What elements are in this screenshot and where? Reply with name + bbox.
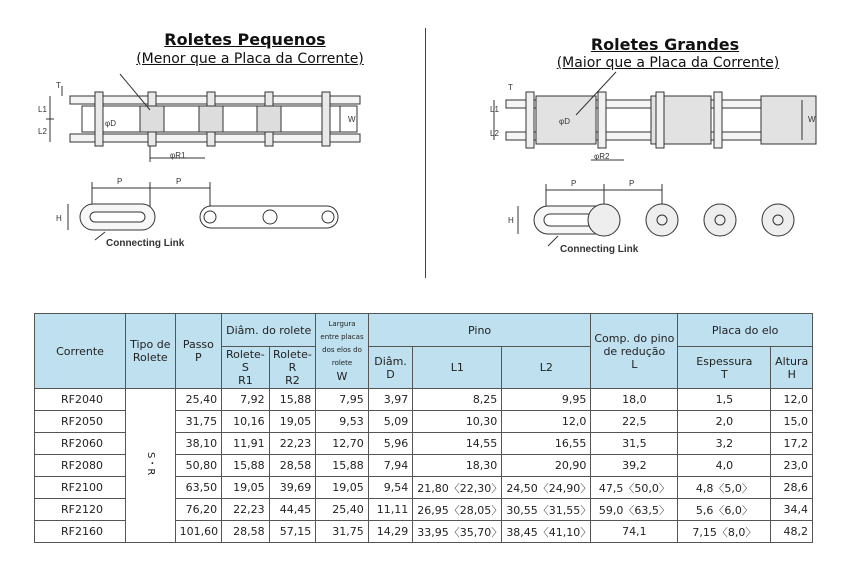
cell-d: 9,54: [368, 477, 413, 499]
cell-l1: 21,80〈22,30〉: [413, 477, 502, 499]
header-corrente: Corrente: [35, 314, 126, 389]
cell-w: 19,05: [316, 477, 369, 499]
cell-corrente: RF2060: [35, 433, 126, 455]
cell-l1: 10,30: [413, 411, 502, 433]
left-subtitle: (Menor que a Placa da Corrente): [136, 51, 364, 67]
header-diam-rolete: Diâm. do rolete: [222, 314, 316, 347]
comp-symbol: L: [631, 357, 638, 371]
cell-passo: 76,20: [175, 499, 222, 521]
cell-l2: 9,95: [502, 389, 591, 411]
cell-h: 15,0: [771, 411, 813, 433]
cell-h: 34,4: [771, 499, 813, 521]
cell-l2: 20,90: [502, 455, 591, 477]
cell-w: 25,40: [316, 499, 369, 521]
cell-r1: 28,58: [222, 521, 270, 543]
tipo-value: S・R: [144, 452, 156, 476]
cell-l: 39,2: [591, 455, 678, 477]
esp-symbol: T: [721, 367, 728, 381]
cell-r2: 22,23: [269, 433, 316, 455]
cell-corrente: RF2050: [35, 411, 126, 433]
left-dim-r: φR1: [170, 151, 186, 160]
right-subtitle: (Maior que a Placa da Corrente): [556, 55, 780, 71]
header-rolete-s: [222, 347, 270, 389]
cell-tipo-rolete: [126, 389, 176, 543]
passo-label: Passo: [182, 338, 214, 351]
right-connecting-link: Connecting Link: [560, 244, 639, 255]
left-dim-p2: P: [176, 177, 182, 186]
cell-r2: 19,05: [269, 411, 316, 433]
cell-passo: 25,40: [175, 389, 222, 411]
right-dim-p2: P: [629, 179, 635, 188]
header-espessura: [678, 347, 771, 389]
diam-label: Diâm.: [374, 354, 407, 368]
cell-d: 14,29: [368, 521, 413, 543]
cell-passo: 63,50: [175, 477, 222, 499]
header-l2: L2: [502, 347, 591, 389]
cell-l: 18,0: [591, 389, 678, 411]
rolete-s-label: Rolete-S: [226, 348, 265, 374]
left-dim-w: W: [348, 115, 356, 124]
left-dim-h: H: [56, 214, 62, 223]
cell-d: 5,09: [368, 411, 413, 433]
diam-symbol: D: [386, 367, 395, 381]
cell-r2: 57,15: [269, 521, 316, 543]
cell-t: 5,6〈6,0〉: [678, 499, 771, 521]
cell-w: 31,75: [316, 521, 369, 543]
cell-l: 22,5: [591, 411, 678, 433]
left-dim-d: φD: [105, 119, 116, 128]
cell-r1: 10,16: [222, 411, 270, 433]
rolete-r-label: Rolete-R: [273, 348, 312, 374]
cell-l2: 30,55〈31,55〉: [502, 499, 591, 521]
cell-d: 5,96: [368, 433, 413, 455]
cell-passo: 101,60: [175, 521, 222, 543]
cell-r1: 11,91: [222, 433, 270, 455]
right-dim-w: W: [808, 115, 816, 124]
chain-spec-table: [34, 313, 813, 543]
cell-d: 3,97: [368, 389, 413, 411]
cell-d: 7,94: [368, 455, 413, 477]
header-pino: Pino: [368, 314, 591, 347]
cell-l: 47,5〈50,0〉: [591, 477, 678, 499]
cell-corrente: RF2100: [35, 477, 126, 499]
r1-symbol: R1: [238, 374, 253, 387]
left-dim-p1: P: [117, 177, 123, 186]
large-roller-chain-diagram: [426, 0, 857, 290]
cell-l: 74,1: [591, 521, 678, 543]
largura-label: Largura entre placas dos elos do rolete: [320, 319, 364, 367]
cell-h: 17,2: [771, 433, 813, 455]
cell-r2: 15,88: [269, 389, 316, 411]
header-diam: [368, 347, 413, 389]
cell-t: 3,2: [678, 433, 771, 455]
cell-corrente: RF2080: [35, 455, 126, 477]
cell-corrente: RF2040: [35, 389, 126, 411]
cell-r1: 7,92: [222, 389, 270, 411]
cell-l2: 38,45〈41,10〉: [502, 521, 591, 543]
cell-passo: 38,10: [175, 433, 222, 455]
header-passo: [175, 314, 222, 389]
comp-label: Comp. do pino de redução: [594, 331, 675, 358]
cell-h: 23,0: [771, 455, 813, 477]
cell-r2: 28,58: [269, 455, 316, 477]
right-title: Roletes Grandes: [590, 35, 740, 54]
left-connecting-link: Connecting Link: [106, 238, 185, 249]
cell-l1: 14,55: [413, 433, 502, 455]
cell-l2: 12,0: [502, 411, 591, 433]
cell-l1: 18,30: [413, 455, 502, 477]
cell-passo: 50,80: [175, 455, 222, 477]
cell-r2: 39,69: [269, 477, 316, 499]
cell-w: 7,95: [316, 389, 369, 411]
right-dim-p1: P: [571, 179, 577, 188]
cell-r1: 19,05: [222, 477, 270, 499]
right-dim-t: T: [508, 83, 513, 92]
cell-h: 12,0: [771, 389, 813, 411]
cell-h: 48,2: [771, 521, 813, 543]
largura-symbol: W: [336, 369, 348, 383]
cell-t: 2,0: [678, 411, 771, 433]
small-roller-chain-diagram: [0, 0, 425, 290]
header-rolete-r: [269, 347, 316, 389]
passo-symbol: P: [195, 351, 202, 364]
right-dim-r: φR2: [594, 152, 610, 161]
right-dim-l1: L1: [490, 105, 499, 114]
cell-l: 31,5: [591, 433, 678, 455]
cell-l1: 26,95〈28,05〉: [413, 499, 502, 521]
cell-h: 28,6: [771, 477, 813, 499]
cell-w: 15,88: [316, 455, 369, 477]
cell-corrente: RF2120: [35, 499, 126, 521]
right-dim-h: H: [508, 216, 514, 225]
cell-t: 7,15〈8,0〉: [678, 521, 771, 543]
cell-l: 59,0〈63,5〉: [591, 499, 678, 521]
header-tipo: Tipo de Rolete: [126, 314, 176, 389]
header-largura: [316, 314, 369, 389]
r2-symbol: R2: [285, 374, 300, 387]
header-placa: Placa do elo: [678, 314, 813, 347]
header-altura: [771, 347, 813, 389]
header-comp: [591, 314, 678, 389]
cell-l2: 16,55: [502, 433, 591, 455]
cell-passo: 31,75: [175, 411, 222, 433]
left-title: Roletes Pequenos: [164, 30, 326, 49]
altura-label: Altura: [775, 354, 809, 368]
cell-l1: 8,25: [413, 389, 502, 411]
right-dim-l2: L2: [490, 129, 499, 138]
cell-r1: 22,23: [222, 499, 270, 521]
cell-t: 1,5: [678, 389, 771, 411]
cell-r1: 15,88: [222, 455, 270, 477]
cell-w: 12,70: [316, 433, 369, 455]
header-l1: L1: [413, 347, 502, 389]
cell-t: 4,8〈5,0〉: [678, 477, 771, 499]
table-row: [35, 389, 813, 411]
left-dim-l1: L1: [38, 105, 47, 114]
left-dim-t: T: [56, 81, 61, 90]
right-dim-d: φD: [559, 117, 570, 126]
cell-corrente: RF2160: [35, 521, 126, 543]
cell-l2: 24,50〈24,90〉: [502, 477, 591, 499]
cell-t: 4,0: [678, 455, 771, 477]
cell-d: 11,11: [368, 499, 413, 521]
cell-r2: 44,45: [269, 499, 316, 521]
espessura-label: Espessura: [696, 354, 753, 368]
alt-symbol: H: [787, 367, 796, 381]
cell-w: 9,53: [316, 411, 369, 433]
cell-l1: 33,95〈35,70〉: [413, 521, 502, 543]
left-dim-l2: L2: [38, 127, 47, 136]
